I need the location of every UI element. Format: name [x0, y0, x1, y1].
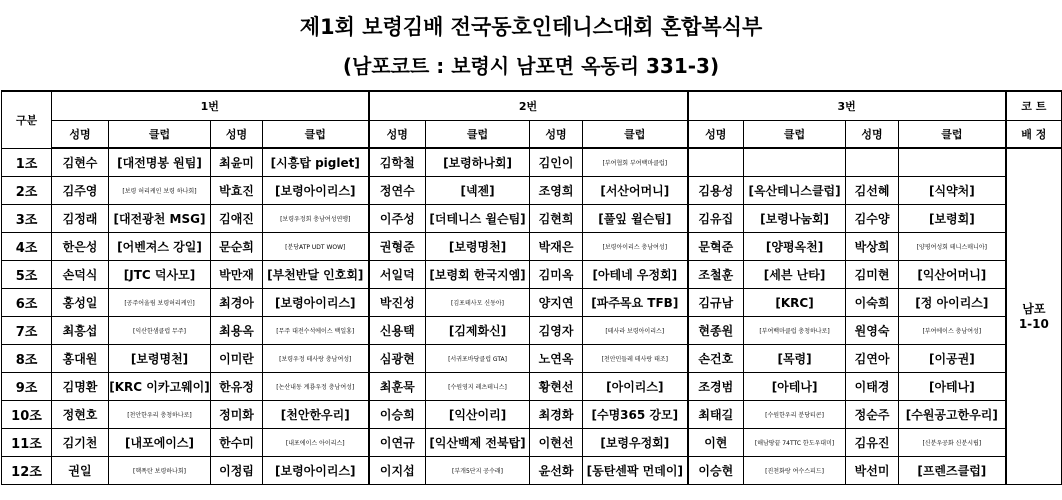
player-club: [부개5단지 공수래]	[426, 457, 530, 485]
court-group-1: 1번	[52, 91, 369, 121]
player-club: [진천화랑 여수스피드]	[744, 457, 846, 485]
player-name: 최태길	[688, 401, 744, 429]
court-assignment-range: 1-10	[1018, 316, 1049, 331]
table-row	[2, 177, 1062, 205]
name-column-header: 성명	[52, 121, 109, 149]
player-name: 박진성	[369, 289, 426, 317]
player-name: 김유진	[846, 429, 899, 457]
player-name: 이정림	[211, 457, 263, 485]
player-name: 김학철	[369, 148, 426, 177]
player-name: 박선미	[846, 457, 899, 485]
name-column-header: 성명	[688, 121, 744, 149]
player-name: 김수양	[846, 205, 899, 233]
player-club: [아테나]	[744, 373, 846, 401]
player-club: [시흥탑 piglet]	[263, 148, 369, 177]
player-name: 정현호	[52, 401, 109, 429]
player-club: [수원한우리 분당티콘]	[744, 401, 846, 429]
player-club: [대전명봉 원팀]	[109, 148, 211, 177]
player-name: 최경아	[211, 289, 263, 317]
player-club: [부여백마클럽 충청하나로]	[744, 317, 846, 345]
player-club: [동탄센팍 먼데이]	[583, 457, 688, 485]
player-club: [보령회 한국지엠]	[426, 261, 530, 289]
group-label: 7조	[2, 317, 52, 345]
player-club: [아이리스]	[583, 373, 688, 401]
player-name: 최윤미	[211, 148, 263, 177]
player-name: 김영자	[530, 317, 583, 345]
player-name: 윤선화	[530, 457, 583, 485]
player-name: 서일덕	[369, 261, 426, 289]
player-club: [신분우공화 신분시립]	[899, 429, 1006, 457]
table-row	[2, 261, 1062, 289]
player-club: [이공권]	[899, 345, 1006, 373]
club-column-header: 클럽	[744, 121, 846, 149]
player-club: [테사라 보령아이리스]	[583, 317, 688, 345]
group-label: 6조	[2, 289, 52, 317]
player-name: 김미옥	[530, 261, 583, 289]
player-club: [프렌즈클럽]	[899, 457, 1006, 485]
player-name: 이승현	[688, 457, 744, 485]
player-club: [부여협회 부여백마클럽]	[583, 148, 688, 177]
player-club	[744, 148, 846, 177]
draw-table	[1, 90, 1062, 485]
page-subtitle: (남포코트 : 보령시 남포면 옥동리 331-3)	[342, 54, 720, 78]
player-club: [보령회]	[899, 205, 1006, 233]
player-name: 최흥섭	[52, 317, 109, 345]
player-name: 정미화	[211, 401, 263, 429]
player-name: 김현수	[52, 148, 109, 177]
club-column-header: 클럽	[263, 121, 369, 149]
table-row	[2, 148, 1062, 177]
club-column-header: 클럽	[899, 121, 1006, 149]
player-name: 이지섭	[369, 457, 426, 485]
player-club: [분당ATP UDT WOW]	[263, 233, 369, 261]
player-name: 박효진	[211, 177, 263, 205]
player-name: 최경화	[530, 401, 583, 429]
player-name: 이미란	[211, 345, 263, 373]
player-name: 신용택	[369, 317, 426, 345]
player-name: 홍대원	[52, 345, 109, 373]
player-name: 박상희	[846, 233, 899, 261]
group-label: 5조	[2, 261, 52, 289]
player-club: [보령명천]	[109, 345, 211, 373]
player-club: [보령하나회]	[426, 148, 530, 177]
player-club: [내포에이스]	[109, 429, 211, 457]
player-club: [핵폭탄 보령하나회]	[109, 457, 211, 485]
player-club: [KRC]	[744, 289, 846, 317]
player-name: 김선혜	[846, 177, 899, 205]
player-club: [정 아이리스]	[899, 289, 1006, 317]
court-assignment	[1006, 148, 1062, 485]
table-row	[2, 429, 1062, 457]
player-club: [아테나]	[899, 373, 1006, 401]
player-name: 김정래	[52, 205, 109, 233]
court-assignment-venue: 남포	[1022, 301, 1046, 316]
player-club: [수명365 강모]	[583, 401, 688, 429]
player-name: 노연옥	[530, 345, 583, 373]
player-name: 김유집	[688, 205, 744, 233]
table-row	[2, 205, 1062, 233]
player-club: [아테네 우정회]	[583, 261, 688, 289]
player-club: [수원공고한우리]	[899, 401, 1006, 429]
player-club: [무주 대전수석에이스 백일홍]	[263, 317, 369, 345]
player-club: [옥산테니스클럽]	[744, 177, 846, 205]
player-club: [JTC 덕사모]	[109, 261, 211, 289]
player-club: [익산한샘클럽 무주]	[109, 317, 211, 345]
player-club: [부여에이스 충남여성]	[899, 317, 1006, 345]
table-row	[2, 345, 1062, 373]
table-row	[2, 289, 1062, 317]
table-row	[2, 317, 1062, 345]
player-club: [대전광천 MSG]	[109, 205, 211, 233]
player-club: [보령아이리스]	[263, 289, 369, 317]
player-club: [해남땅끝 74TTC 한도우대미]	[744, 429, 846, 457]
player-club: [논산내동 계룡우정 충남여성]	[263, 373, 369, 401]
player-name: 홍성일	[52, 289, 109, 317]
court-group-2: 2번	[369, 91, 688, 121]
group-header: 구분	[2, 91, 52, 148]
player-name: 이현	[688, 429, 744, 457]
group-label: 8조	[2, 345, 52, 373]
club-column-header: 클럽	[109, 121, 211, 149]
player-name: 원영숙	[846, 317, 899, 345]
player-club: [보령 허리케인 보령 하나회]	[109, 177, 211, 205]
player-name: 박만재	[211, 261, 263, 289]
player-name: 문혁준	[688, 233, 744, 261]
player-club: [양평옥천]	[744, 233, 846, 261]
player-club: [식약처]	[899, 177, 1006, 205]
group-label: 10조	[2, 401, 52, 429]
court-group-3: 3번	[688, 91, 1006, 121]
player-name: 김주영	[52, 177, 109, 205]
group-label: 3조	[2, 205, 52, 233]
player-club: [서산어머니]	[583, 177, 688, 205]
court-assign-header-top: 코 트	[1006, 91, 1062, 121]
player-club: [익산이리]	[426, 401, 530, 429]
player-name: 심광현	[369, 345, 426, 373]
group-label: 4조	[2, 233, 52, 261]
player-name	[688, 148, 744, 177]
player-name: 김연아	[846, 345, 899, 373]
player-name: 최훈묵	[369, 373, 426, 401]
player-club: [서귀포바당클럽 GTA]	[426, 345, 530, 373]
table-row	[2, 401, 1062, 429]
player-club: [김제화신]	[426, 317, 530, 345]
player-name: 이숙희	[846, 289, 899, 317]
player-name: 조영희	[530, 177, 583, 205]
player-club: [더테니스 윌슨팀]	[426, 205, 530, 233]
table-row	[2, 233, 1062, 261]
player-club: [익산어머니]	[899, 261, 1006, 289]
court-assign-header-bottom: 배 정	[1006, 121, 1062, 149]
player-name: 이태경	[846, 373, 899, 401]
group-label: 1조	[2, 148, 52, 177]
player-name: 최용옥	[211, 317, 263, 345]
player-name: 김애진	[211, 205, 263, 233]
player-name: 김기천	[52, 429, 109, 457]
player-club: [보령명천]	[426, 233, 530, 261]
player-club: [양평여성회 테니스매니아]	[899, 233, 1006, 261]
player-club: [풀잎 윌슨팀]	[583, 205, 688, 233]
player-name: 한은성	[52, 233, 109, 261]
name-column-header: 성명	[846, 121, 899, 149]
player-club: [보령우정회 충남여성연맹]	[263, 205, 369, 233]
group-label: 12조	[2, 457, 52, 485]
player-name: 정연수	[369, 177, 426, 205]
player-name	[846, 148, 899, 177]
club-column-header: 클럽	[583, 121, 688, 149]
player-name: 김현희	[530, 205, 583, 233]
player-name: 김규남	[688, 289, 744, 317]
group-label: 2조	[2, 177, 52, 205]
name-column-header: 성명	[211, 121, 263, 149]
name-column-header: 성명	[530, 121, 583, 149]
player-club: [KRC 이카고웨이]	[109, 373, 211, 401]
player-club: [천안민들레 테사랑 태조]	[583, 345, 688, 373]
group-label: 11조	[2, 429, 52, 457]
player-club: [세븐 난타]	[744, 261, 846, 289]
player-name: 김미현	[846, 261, 899, 289]
player-club: [수원영지 레츠테니스]	[426, 373, 530, 401]
player-club: [보령아이리스 충남여성]	[583, 233, 688, 261]
club-column-header: 클럽	[426, 121, 530, 149]
player-club: [파주목요 TFB]	[583, 289, 688, 317]
page-title: 제1회 보령김배 전국동호인테니스대회 혼합복식부	[299, 15, 763, 39]
player-club: [넥젠]	[426, 177, 530, 205]
player-club	[899, 148, 1006, 177]
player-club: [공주어울림 보령허리케인]	[109, 289, 211, 317]
player-name: 현종원	[688, 317, 744, 345]
player-name: 조경범	[688, 373, 744, 401]
player-name: 손건호	[688, 345, 744, 373]
player-name: 김인이	[530, 148, 583, 177]
player-name: 양지연	[530, 289, 583, 317]
player-club: [보령우정회]	[583, 429, 688, 457]
player-name: 황현선	[530, 373, 583, 401]
player-name: 이연규	[369, 429, 426, 457]
table-row	[2, 373, 1062, 401]
player-name: 손덕식	[52, 261, 109, 289]
player-name: 정순주	[846, 401, 899, 429]
table-row	[2, 457, 1062, 485]
player-club: [익산백제 전북탑]	[426, 429, 530, 457]
player-club: [보령아이리스]	[263, 177, 369, 205]
player-club: [내포에이스 아이리스]	[263, 429, 369, 457]
player-club: [보령나눔회]	[744, 205, 846, 233]
player-name: 문순희	[211, 233, 263, 261]
name-column-header: 성명	[369, 121, 426, 149]
player-club: [보령우정 테사랑 충남여성]	[263, 345, 369, 373]
player-name: 이승희	[369, 401, 426, 429]
player-club: [보령아이리스]	[263, 457, 369, 485]
player-name: 이주성	[369, 205, 426, 233]
player-name: 한수미	[211, 429, 263, 457]
player-club: [김포테사모 신동아]	[426, 289, 530, 317]
group-label: 9조	[2, 373, 52, 401]
player-club: [어벤져스 강일]	[109, 233, 211, 261]
player-name: 박재은	[530, 233, 583, 261]
player-name: 조철훈	[688, 261, 744, 289]
player-club: [천안한우리]	[263, 401, 369, 429]
player-club: [부천반달 인호회]	[263, 261, 369, 289]
player-club: [목령]	[744, 345, 846, 373]
player-name: 권일	[52, 457, 109, 485]
player-name: 권형준	[369, 233, 426, 261]
player-name: 김명환	[52, 373, 109, 401]
player-name: 김용성	[688, 177, 744, 205]
player-name: 한유정	[211, 373, 263, 401]
title-block	[0, 0, 1062, 90]
player-club: [천안한우리 충청하나로]	[109, 401, 211, 429]
player-name: 이현선	[530, 429, 583, 457]
